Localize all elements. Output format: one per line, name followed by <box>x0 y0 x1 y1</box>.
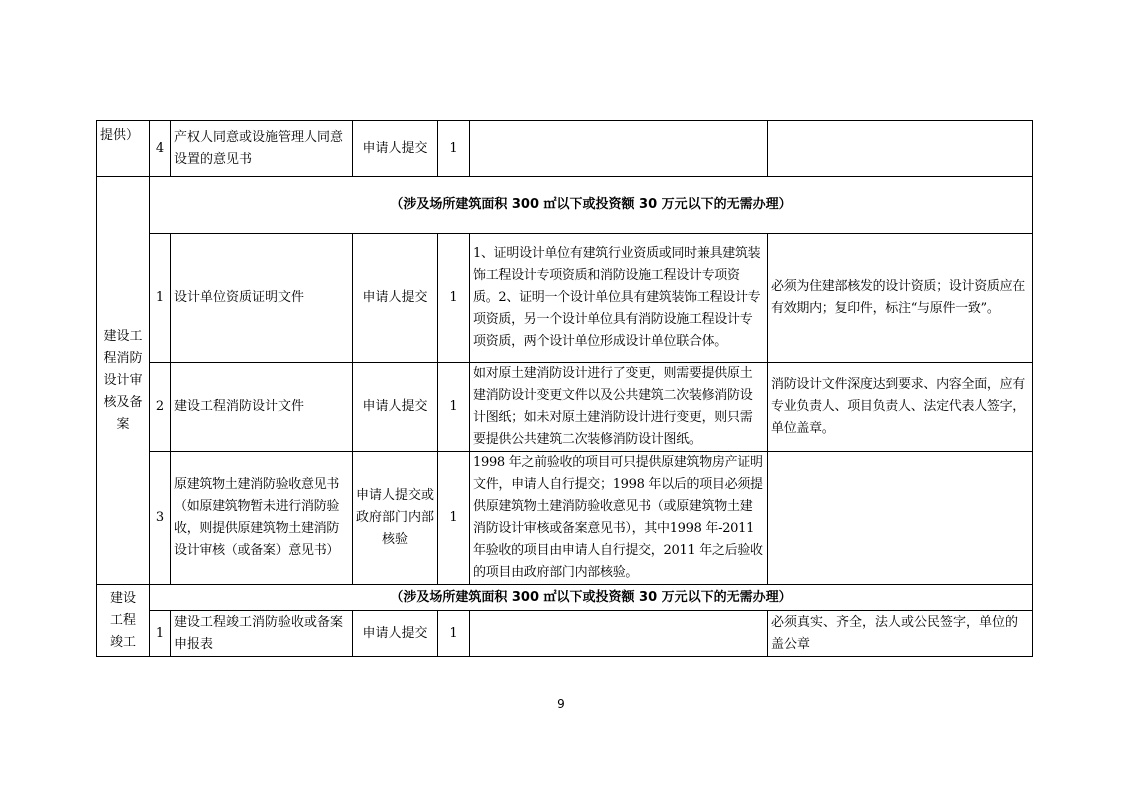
page-number: 9 <box>557 697 565 711</box>
section-cell: 提供） <box>97 121 150 177</box>
notes-cell: 1、证明设计单位有建筑行业资质或同时兼具建筑装饰工程设计专项资质和消防设施工程设计专项资质。2、证明一个设计单位具有建筑装饰工程设计专项资质，另一个设计单位具有消防设施工程设计专项资质，两个设计单位形成设计单位联合体。 <box>470 234 768 363</box>
row-number: 3 <box>150 452 171 585</box>
section-banner: （涉及场所建筑面积 300 ㎡以下或投资额 30 万元以下的无需办理） <box>150 585 1033 611</box>
method-cell: 申请人提交 <box>353 611 438 657</box>
section-banner: （涉及场所建筑面积 300 ㎡以下或投资额 30 万元以下的无需办理） <box>150 177 1033 234</box>
material-cell: 设计单位资质证明文件 <box>171 234 353 363</box>
section-cell: 建设工程消防设计审核及备案 <box>97 177 150 585</box>
requirements-table <box>96 120 1033 657</box>
material-cell: 产权人同意或设施管理人同意设置的意见书 <box>171 121 353 177</box>
row-number: 4 <box>150 121 171 177</box>
method-cell: 申请人提交 <box>353 234 438 363</box>
copies-cell: 1 <box>438 452 470 585</box>
copies-cell: 1 <box>438 234 470 363</box>
table-row <box>97 585 1033 611</box>
material-cell: 建设工程消防设计文件 <box>171 363 353 452</box>
table-row <box>97 121 1033 177</box>
method-cell: 申请人提交 <box>353 363 438 452</box>
row-number: 1 <box>150 611 171 657</box>
method-cell: 申请人提交 <box>353 121 438 177</box>
requirements-cell: 消防设计文件深度达到要求、内容全面，应有专业负责人、项目负责人、法定代表人签字，单位盖章。 <box>768 363 1033 452</box>
notes-cell: 1998 年之前验收的项目可只提供原建筑物房产证明文件，申请人自行提交；1998 年以后的项目必须提供原建筑物土建消防验收意见书（或原建筑物土建消防设计审核或备案意见书），其中1998 年-2011 年验收的项目由申请人自行提交，2011 年之后验收的项目由政府部门内部核验。 <box>470 452 768 585</box>
copies-cell: 1 <box>438 611 470 657</box>
method-cell: 申请人提交或政府部门内部核验 <box>353 452 438 585</box>
copies-cell: 1 <box>438 363 470 452</box>
section-cell: 建设工程竣工 <box>97 585 150 657</box>
requirements-cell <box>768 121 1033 177</box>
requirements-cell <box>768 452 1033 585</box>
table-row <box>97 177 1033 234</box>
row-number: 2 <box>150 363 171 452</box>
notes-cell: 如对原土建消防设计进行了变更，则需要提供原土建消防设计变更文件以及公共建筑二次装修消防设计图纸；如未对原土建消防设计进行变更，则只需要提供公共建筑二次装修消防设计图纸。 <box>470 363 768 452</box>
row-number: 1 <box>150 234 171 363</box>
material-cell: 建设工程竣工消防验收或备案申报表 <box>171 611 353 657</box>
table-row <box>97 611 1033 657</box>
requirements-cell: 必须真实、齐全，法人或公民签字，单位的盖公章 <box>768 611 1033 657</box>
requirements-cell: 必须为住建部核发的设计资质；设计资质应在有效期内；复印件，标注“与原件一致”。 <box>768 234 1033 363</box>
material-cell: 原建筑物土建消防验收意见书（如原建筑物暂未进行消防验收，则提供原建筑物土建消防设计审核（或备案）意见书） <box>171 452 353 585</box>
table-row <box>97 452 1033 585</box>
notes-cell <box>470 611 768 657</box>
copies-cell: 1 <box>438 121 470 177</box>
table-row <box>97 234 1033 363</box>
notes-cell <box>470 121 768 177</box>
table-row <box>97 363 1033 452</box>
